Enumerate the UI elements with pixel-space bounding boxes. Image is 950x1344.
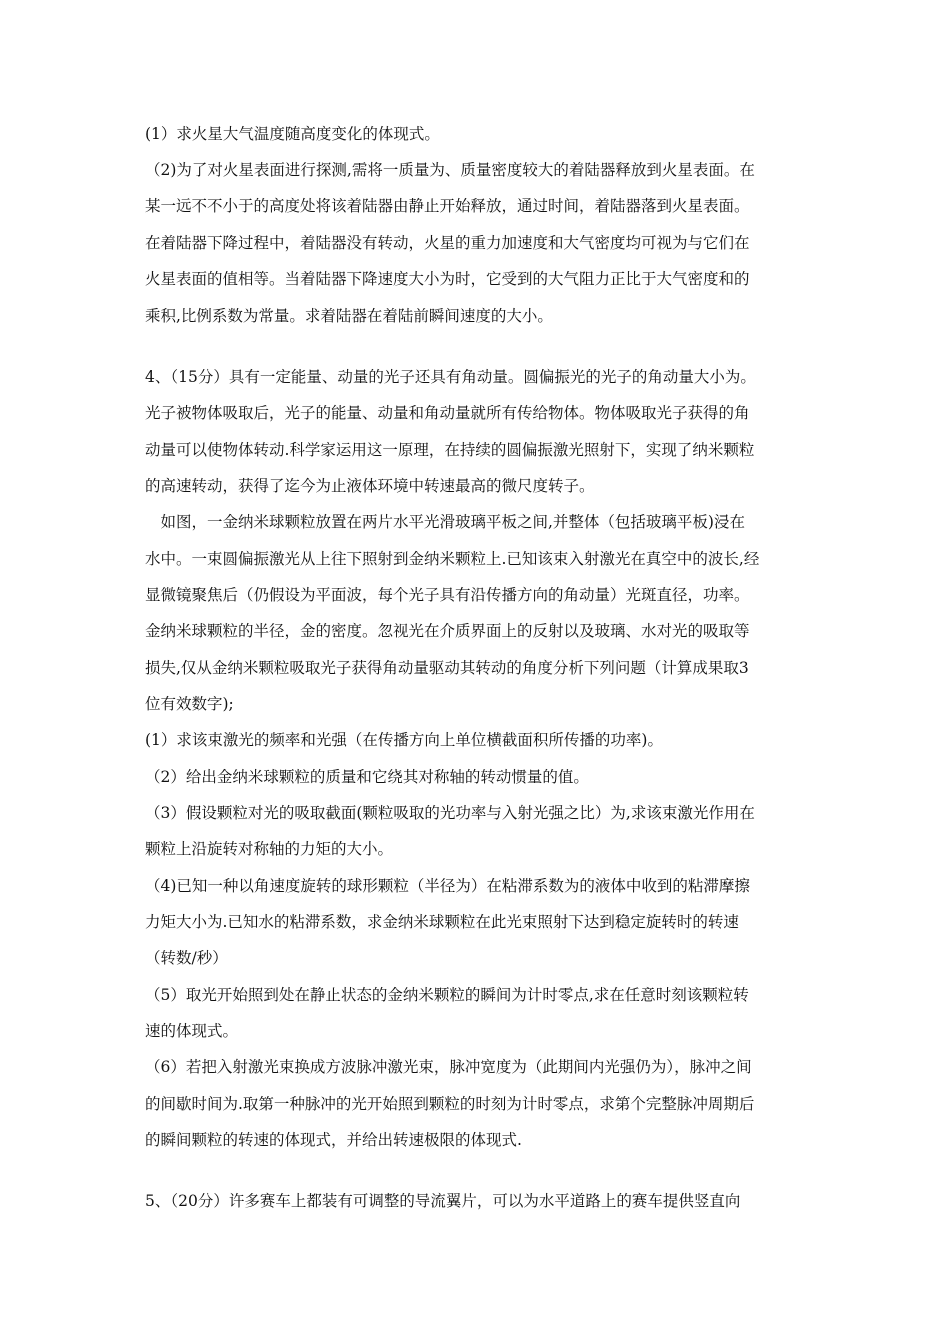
text-line: （2）给出金纳米球颗粒的质量和它绕其对称轴的转动惯量的值。 <box>145 768 589 786</box>
text-line: (1）求火星大气温度随高度变化的体现式。 <box>145 125 440 143</box>
text-line: 如图，一金纳米球颗粒放置在两片水平光滑玻璃平板之间,并整体（包括玻璃平板)浸在 <box>145 513 745 531</box>
text-line: 速的体现式。 <box>145 1022 239 1040</box>
text-line: 颗粒上沿旋转对称轴的力矩的大小。 <box>145 840 394 858</box>
text-line: 乘积,比例系数为常量。求着陆器在着陆前瞬间速度的大小。 <box>145 307 553 325</box>
text-line: 的瞬间颗粒的转速的体现式，并给出转速极限的体现式. <box>145 1131 522 1149</box>
text-line: 在着陆器下降过程中，着陆器没有转动，火星的重力加速度和大气密度均可视为与它们在 <box>145 234 750 252</box>
text-line: 位有效数字); <box>145 695 234 713</box>
text-line: 动量可以使物体转动.科学家运用这一原理，在持续的圆偏振激光照射下，实现了纳米颗粒 <box>145 441 755 459</box>
text-line: 光子被物体吸取后，光子的能量、动量和角动量就所有传给物体。物体吸取光子获得的角 <box>145 404 750 422</box>
text-line: (1）求该束激光的频率和光强（在传播方向上单位横截面积所传播的功率)。 <box>145 731 663 749</box>
text-line: 损失,仅从金纳米颗粒吸取光子获得角动量驱动其转动的角度分析下列问题（计算成果取3 <box>145 659 749 677</box>
text-line: 5、（20分）许多赛车上都装有可调整的导流翼片，可以为水平道路上的赛车提供竖直向 <box>145 1192 741 1210</box>
text-line: （2)为了对火星表面进行探测,需将一质量为、质量密度较大的着陆器释放到火星表面。在 <box>145 161 755 179</box>
text-line: 某一远不不小于的高度处将该着陆器由静止开始释放，通过时间，着陆器落到火星表面。 <box>145 197 750 215</box>
text-line: 的间歇时间为.取第一种脉冲的光开始照到颗粒的时刻为计时零点，求第个完整脉冲周期后 <box>145 1095 755 1113</box>
text-line: （3）假设颗粒对光的吸取截面(颗粒吸取的光功率与入射光强之比）为,求该束激光作用在 <box>145 804 755 822</box>
text-line: 力矩大小为.已知水的粘滞系数，求金纳米球颗粒在此光束照射下达到稳定旋转时的转速 <box>145 913 739 931</box>
text-line: （5）取光开始照到处在静止状态的金纳米颗粒的瞬间为计时零点,求在任意时刻该颗粒转 <box>145 986 749 1004</box>
text-line: 火星表面的值相等。当着陆器下降速度大小为时，它受到的大气阻力正比于大气密度和的 <box>145 270 750 288</box>
text-line: 水中。一束圆偏振激光从上往下照射到金纳米颗粒上.已知该束入射激光在真空中的波长,经 <box>145 550 760 568</box>
text-line: 4、（15分）具有一定能量、动量的光子还具有角动量。圆偏振光的光子的角动量大小为。 <box>145 368 756 386</box>
text-line: 金纳米球颗粒的半径，金的密度。忽视光在介质界面上的反射以及玻璃、水对光的吸取等 <box>145 622 750 640</box>
text-line: 显微镜聚焦后（仍假设为平面波，每个光子具有沿传播方向的角动量）光斑直径，功率。 <box>145 586 750 604</box>
text-line: （4)已知一种以角速度旋转的球形颗粒（半径为）在粘滞系数为的液体中收到的粘滞摩擦 <box>145 877 750 895</box>
text-line: （6）若把入射激光束换成方波脉冲激光束，脉冲宽度为（此期间内光强仍为），脉冲之间 <box>145 1058 752 1076</box>
text-line: 的高速转动，获得了迄今为止液体环境中转速最高的微尺度转子。 <box>145 477 595 495</box>
text-line: （转数/秒） <box>145 949 228 967</box>
